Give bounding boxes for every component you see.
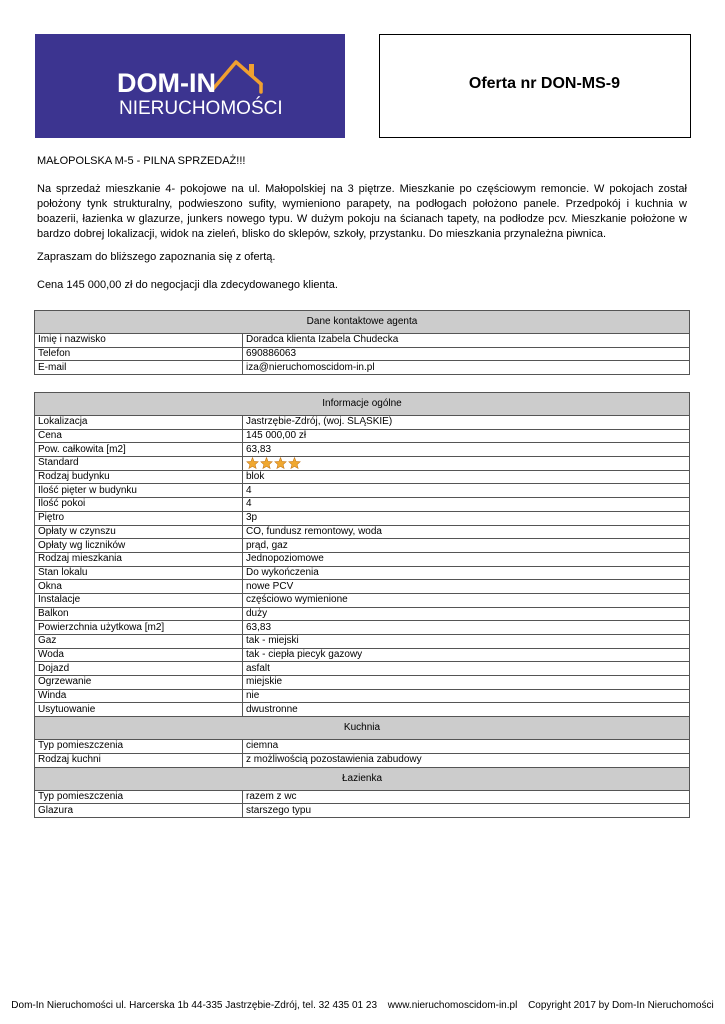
- row-value: 4: [243, 484, 690, 498]
- table-row: [35, 689, 690, 703]
- row-label: Gaz: [35, 635, 243, 649]
- offer-headline: MAŁOPOLSKA M-5 - PILNA SPRZEDAŻ!!!: [37, 155, 246, 167]
- row-label: Typ pomieszczenia: [35, 790, 243, 804]
- footer-copyright: Copyright 2017 by Dom-In Nieruchomości: [528, 1000, 714, 1011]
- table-row: [35, 443, 690, 457]
- table-row: [35, 580, 690, 594]
- row-label: Ilość pokoi: [35, 498, 243, 512]
- table-row: [35, 457, 690, 471]
- table-row: [35, 566, 690, 580]
- row-value: 4: [243, 498, 690, 512]
- agent-email: iza@nieruchomoscidom-in.pl: [243, 361, 690, 375]
- footer-website[interactable]: www.nieruchomoscidom-in.pl: [387, 1000, 518, 1011]
- table-row: [35, 607, 690, 621]
- row-value: częściowo wymienione: [243, 593, 690, 607]
- row-label: Ogrzewanie: [35, 676, 243, 690]
- table-row: [35, 334, 690, 348]
- row-label: Winda: [35, 689, 243, 703]
- table-row: [35, 753, 690, 767]
- table-row: [35, 484, 690, 498]
- row-label: Okna: [35, 580, 243, 594]
- table-row: [35, 347, 690, 361]
- row-label: Powierzchnia użytkowa [m2]: [35, 621, 243, 635]
- table-row: [35, 429, 690, 443]
- standard-rating: [243, 457, 690, 471]
- row-label: Instalacje: [35, 593, 243, 607]
- row-value: Jednopoziomowe: [243, 552, 690, 566]
- row-label: Balkon: [35, 607, 243, 621]
- logo-line2: NIERUCHOMOŚCI: [119, 98, 283, 119]
- table-row: [35, 804, 690, 818]
- offer-header-box: [379, 34, 691, 138]
- row-label: Opłaty w czynszu: [35, 525, 243, 539]
- kitchen-section-title: Kuchnia: [35, 717, 690, 740]
- row-label: Imię i nazwisko: [35, 334, 243, 348]
- table-row: [35, 498, 690, 512]
- row-value: nie: [243, 689, 690, 703]
- row-value: miejskie: [243, 676, 690, 690]
- table-row: [35, 470, 690, 484]
- row-label: Rodzaj kuchni: [35, 753, 243, 767]
- agent-table-title: Dane kontaktowe agenta: [35, 311, 690, 334]
- table-row: [35, 740, 690, 754]
- offer-invite: Zapraszam do bliższego zapoznania się z ofertą.: [37, 251, 276, 263]
- table-row: [35, 662, 690, 676]
- offer-description: Na sprzedaż mieszkanie 4- pokojowe na ul. Małopolskiej na 3 piętrze. Mieszkanie po częściowym remoncie. W pokojach został położony tynk strukturalny, podwieszono sufity, wymieniono parapety, na podłogach położono panele. Przedpokój i kuchnia w boazerii, łazienka w glazurze, junkers nowego typu. W dużym pokoju na ścianach tapety, na podłodze pcv. Mieszkanie położone w bardzo dobrej lokalizacji, widok na zieleń, blisko do sklepów, szkoły, przystanku. Do mieszkania przynależna piwnica.: [37, 183, 687, 240]
- row-value: nowe PCV: [243, 580, 690, 594]
- general-info-table: [34, 392, 690, 818]
- row-label: Glazura: [35, 804, 243, 818]
- bathroom-section-title: Łazienka: [35, 767, 690, 790]
- row-label: Stan lokalu: [35, 566, 243, 580]
- star-icon: [260, 457, 273, 469]
- row-value: 145 000,00 zł: [243, 429, 690, 443]
- agent-name: Doradca klienta Izabela Chudecka: [243, 334, 690, 348]
- row-label: Piętro: [35, 511, 243, 525]
- logo-line1: DOM-IN: [117, 68, 216, 98]
- row-value: razem z wc: [243, 790, 690, 804]
- star-icon: [288, 457, 301, 469]
- table-row: [35, 648, 690, 662]
- row-value: asfalt: [243, 662, 690, 676]
- star-rating: [246, 457, 302, 469]
- row-label: Rodzaj budynku: [35, 470, 243, 484]
- table-row: [35, 621, 690, 635]
- table-row: [35, 539, 690, 553]
- row-label: Pow. całkowita [m2]: [35, 443, 243, 457]
- row-label: Telefon: [35, 347, 243, 361]
- footer-address: Dom-In Nieruchomości ul. Harcerska 1b 44-335 Jastrzębie-Zdrój, tel. 32 435 01 23: [11, 1000, 378, 1011]
- row-label: Woda: [35, 648, 243, 662]
- star-icon: [246, 457, 259, 469]
- row-label: Ilość pięter w budynku: [35, 484, 243, 498]
- table-row: [35, 676, 690, 690]
- general-table-title: Informacje ogólne: [35, 393, 690, 416]
- house-logo-icon: [35, 34, 345, 138]
- row-value: 3p: [243, 511, 690, 525]
- table-row: [35, 703, 690, 717]
- row-label: Standard: [35, 457, 243, 471]
- row-label: E-mail: [35, 361, 243, 375]
- row-value: tak - miejski: [243, 635, 690, 649]
- row-value: starszego typu: [243, 804, 690, 818]
- row-value: prąd, gaz: [243, 539, 690, 553]
- row-value: CO, fundusz remontowy, woda: [243, 525, 690, 539]
- row-value: 63,83: [243, 443, 690, 457]
- row-value: 63,83: [243, 621, 690, 635]
- row-label: Dojazd: [35, 662, 243, 676]
- row-label: Cena: [35, 429, 243, 443]
- row-label: Usytuowanie: [35, 703, 243, 717]
- row-value: duży: [243, 607, 690, 621]
- row-label: Rodzaj mieszkania: [35, 552, 243, 566]
- row-value: Do wykończenia: [243, 566, 690, 580]
- table-row: [35, 361, 690, 375]
- row-value: z możliwością pozostawienia zabudowy: [243, 753, 690, 767]
- table-row: [35, 790, 690, 804]
- offer-price-note: Cena 145 000,00 zł do negocjacji dla zdecydowanego klienta.: [37, 279, 338, 291]
- table-row: [35, 593, 690, 607]
- agent-contact-table: [34, 310, 690, 375]
- row-value: tak - ciepła piecyk gazowy: [243, 648, 690, 662]
- table-row: [35, 511, 690, 525]
- row-value: Jastrzębie-Zdrój, (woj. ŚLĄSKIE): [243, 416, 690, 430]
- row-label: Lokalizacja: [35, 416, 243, 430]
- agent-phone: 690886063: [243, 347, 690, 361]
- row-value: ciemna: [243, 740, 690, 754]
- company-logo: [35, 34, 345, 138]
- table-row: [35, 416, 690, 430]
- row-label: Opłaty wg liczników: [35, 539, 243, 553]
- offer-title: Oferta nr DON-MS-9: [468, 75, 620, 92]
- row-value: dwustronne: [243, 703, 690, 717]
- page-footer: [0, 1000, 725, 1011]
- table-row: [35, 552, 690, 566]
- row-label: Typ pomieszczenia: [35, 740, 243, 754]
- table-row: [35, 635, 690, 649]
- star-icon: [274, 457, 287, 469]
- row-value: blok: [243, 470, 690, 484]
- table-row: [35, 525, 690, 539]
